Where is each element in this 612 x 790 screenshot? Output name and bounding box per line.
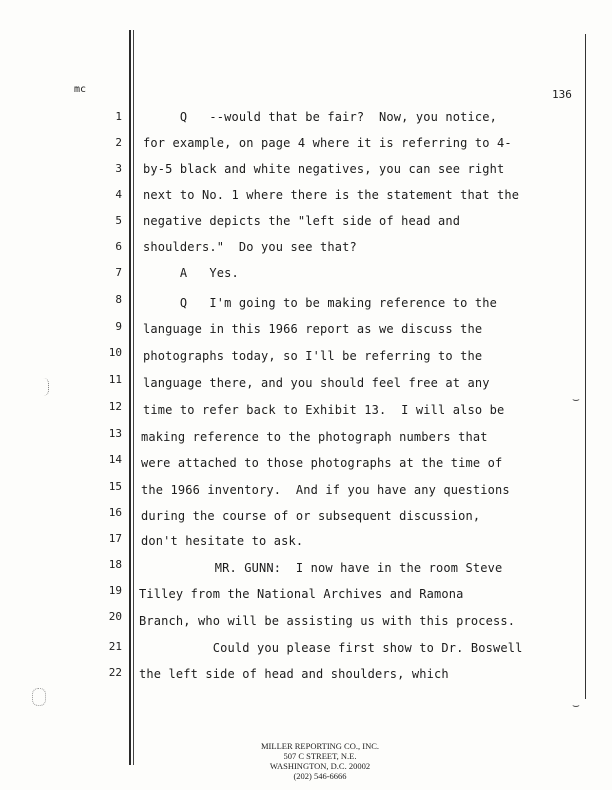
line-number: 2: [115, 136, 122, 149]
line-number: 16: [108, 506, 122, 519]
transcript-line: time to refer back to Exhibit 13. I will also be: [143, 403, 505, 417]
transcript-line: Could you please first show to Dr. Boswell: [139, 641, 523, 655]
transcript-line: next to No. 1 where there is the statement that the: [143, 188, 520, 202]
scan-speck: [32, 688, 46, 706]
left-margin-rule: [129, 30, 131, 765]
transcript-line: MR. GUNN: I now have in the room Steve: [141, 561, 503, 575]
transcript-line: Q --would that be fair? Now, you notice,: [143, 110, 497, 124]
transcript-line: don't hesitate to ask.: [141, 534, 304, 548]
transcript-line: during the course of or subsequent discussion,: [141, 509, 481, 523]
line-number: 13: [108, 427, 122, 440]
line-number: 1: [115, 110, 122, 123]
line-number: 12: [108, 400, 122, 413]
transcript-line: shoulders." Do you see that?: [143, 240, 357, 254]
line-number: 4: [115, 188, 122, 201]
transcript-line: language there, and you should feel free at any: [143, 376, 490, 390]
line-number: 14: [108, 453, 122, 466]
transcript-line: were attached to those photographs at the time of: [141, 456, 503, 470]
line-number: 18: [108, 558, 122, 571]
line-number: 10: [108, 346, 122, 359]
transcript-line: negative depicts the "left side of head and: [143, 214, 461, 228]
line-number: 17: [108, 532, 122, 545]
reporter-street-address: 507 C STREET, N.E.: [283, 751, 357, 761]
line-number: 21: [108, 640, 122, 653]
line-number: 15: [108, 480, 122, 493]
reporter-phone: (202) 546-6666: [293, 771, 347, 781]
transcript-line: language in this 1966 report as we discuss the: [143, 322, 483, 336]
line-number: 22: [108, 666, 122, 679]
reporter-initials: mc: [74, 84, 87, 95]
line-number: 3: [115, 162, 122, 175]
page-number: 136: [552, 88, 572, 101]
transcript-line: Q I'm going to be making reference to the: [143, 296, 497, 310]
line-number: 20: [108, 610, 122, 623]
left-margin-rule-inner: [133, 30, 134, 765]
reporter-company-name: MILLER REPORTING CO., INC.: [260, 741, 380, 751]
scan-speck: [38, 378, 49, 396]
transcript-line: A Yes.: [143, 266, 239, 280]
line-number: 19: [108, 584, 122, 597]
line-number: 6: [115, 240, 122, 253]
transcript-line: the left side of head and shoulders, which: [139, 667, 449, 681]
right-margin-rule: [585, 34, 586, 699]
line-number: 8: [115, 293, 122, 306]
transcript-line: Branch, who will be assisting us with this process.: [139, 614, 516, 628]
line-number: 11: [108, 373, 122, 386]
transcript-line: making reference to the photograph numbers that: [141, 430, 488, 444]
transcript-line: the 1966 inventory. And if you have any questions: [141, 483, 510, 497]
transcript-line: for example, on page 4 where it is referring to 4-: [143, 136, 512, 150]
line-number: 9: [115, 320, 122, 333]
line-number: 7: [115, 266, 122, 279]
transcript-line: Tilley from the National Archives and Ramona: [139, 587, 464, 601]
line-number: 5: [115, 214, 122, 227]
binder-hook-mark: ⌣: [572, 698, 580, 712]
binder-hook-mark: ⌣: [572, 392, 580, 406]
transcript-line: photographs today, so I'll be referring to the: [143, 349, 483, 363]
reporter-city-address: WASHINGTON, D.C. 20002: [269, 761, 371, 771]
transcript-line: by-5 black and white negatives, you can see right: [143, 162, 505, 176]
